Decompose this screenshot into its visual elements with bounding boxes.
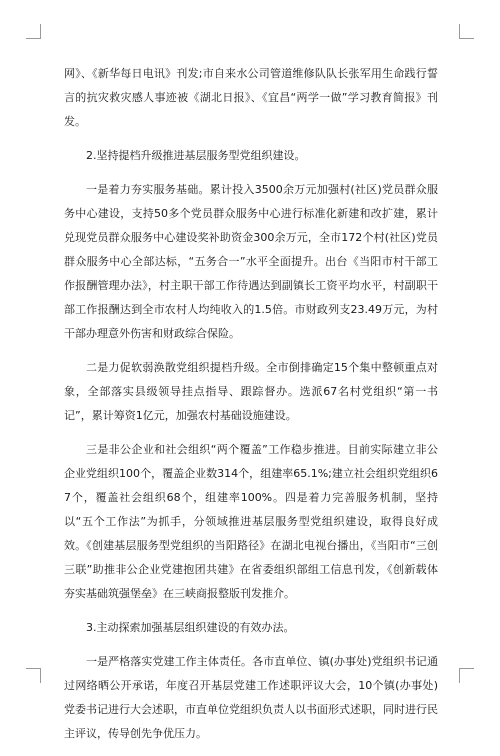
section-heading-3: 3.主动探索加强基层组织建设的有效办法。 <box>86 621 295 634</box>
paragraph-service-foundation: 一是着力夯实服务基础。累计投入3500余万元加强村(社区)党员群众服务中心建设，支持50多个党员群众服务中心进行标准化新建和改扩建，累计兑现党员群众服务中心建设奖补助资金300余万元，全市172个村(社区)党员群众服务中心全部达标，“五务合一”水平全面提升。出台《当阳市村干部工作报酬管理办法》，村主职干部工作待遇达到副镇长工资平均水平，村副职干部工作报酬达到全市农村人均纯收入的1.5倍。市财政列支23.49万元，为村干部办理意外伤害和财政综合保险。 <box>64 183 438 340</box>
crop-mark-bottom-left <box>26 668 41 683</box>
crop-mark-top-right <box>459 24 474 39</box>
paragraph-continuation: 网》、《新华每日电讯》刊发;市自来水公司管道维修队队长张军用生命践行誓言的抗灾救灾感人事迹被《湖北日报》、《宜昌“两学一做”学习教育简报》刊发。 <box>64 67 438 128</box>
paragraph-responsibility: 一是严格落实党建工作主体责任。各市直单位、镇(办事处)党组织书记通过网络晒公开承诺，年度召开基层党建工作述职评议大会，10个镇(办事处)党委书记进行大会述职，市直单位党组织负责人以书面形式述职，同时进行民主评议，传导创先争优压力。 <box>64 655 438 740</box>
crop-mark-top-left <box>26 24 41 39</box>
document-page <box>64 62 438 756</box>
paragraph-two-coverages: 三是非公企业和社会组织“两个覆盖”工作稳步推进。目前实际建立非公企业党组织100个，覆盖企业数314个，组建率65.1%;建立社会组织党组织67个，覆盖社会组织68个，组建率100%。四是着力完善服务机制，坚持以“五个工作法”为抓手，分领域推进基层服务型党组织建设，取得良好成效。《创建基层服务型党组织的当阳路径》在湖北电视台播出，《当阳市“三创三联”助推非公企业党建抱团共建》在省委组织部组工信息刊发，《创新载体夯实基础筑强堡垒》在三峡商报整版刊发推介。 <box>64 443 438 600</box>
section-heading-2: 2.坚持提档升级推进基层服务型党组织建设。 <box>86 149 306 162</box>
crop-mark-bottom-right <box>459 668 474 683</box>
paragraph-weak-party-organizations: 二是力促软弱涣散党组织提档升级。全市倒排确定15个集中整顿重点对象，全部落实县级领导挂点指导、跟踪督办。选派67名村党组织“第一书记”，累计筹资1亿元，加强农村基础设施建设。 <box>64 361 438 422</box>
